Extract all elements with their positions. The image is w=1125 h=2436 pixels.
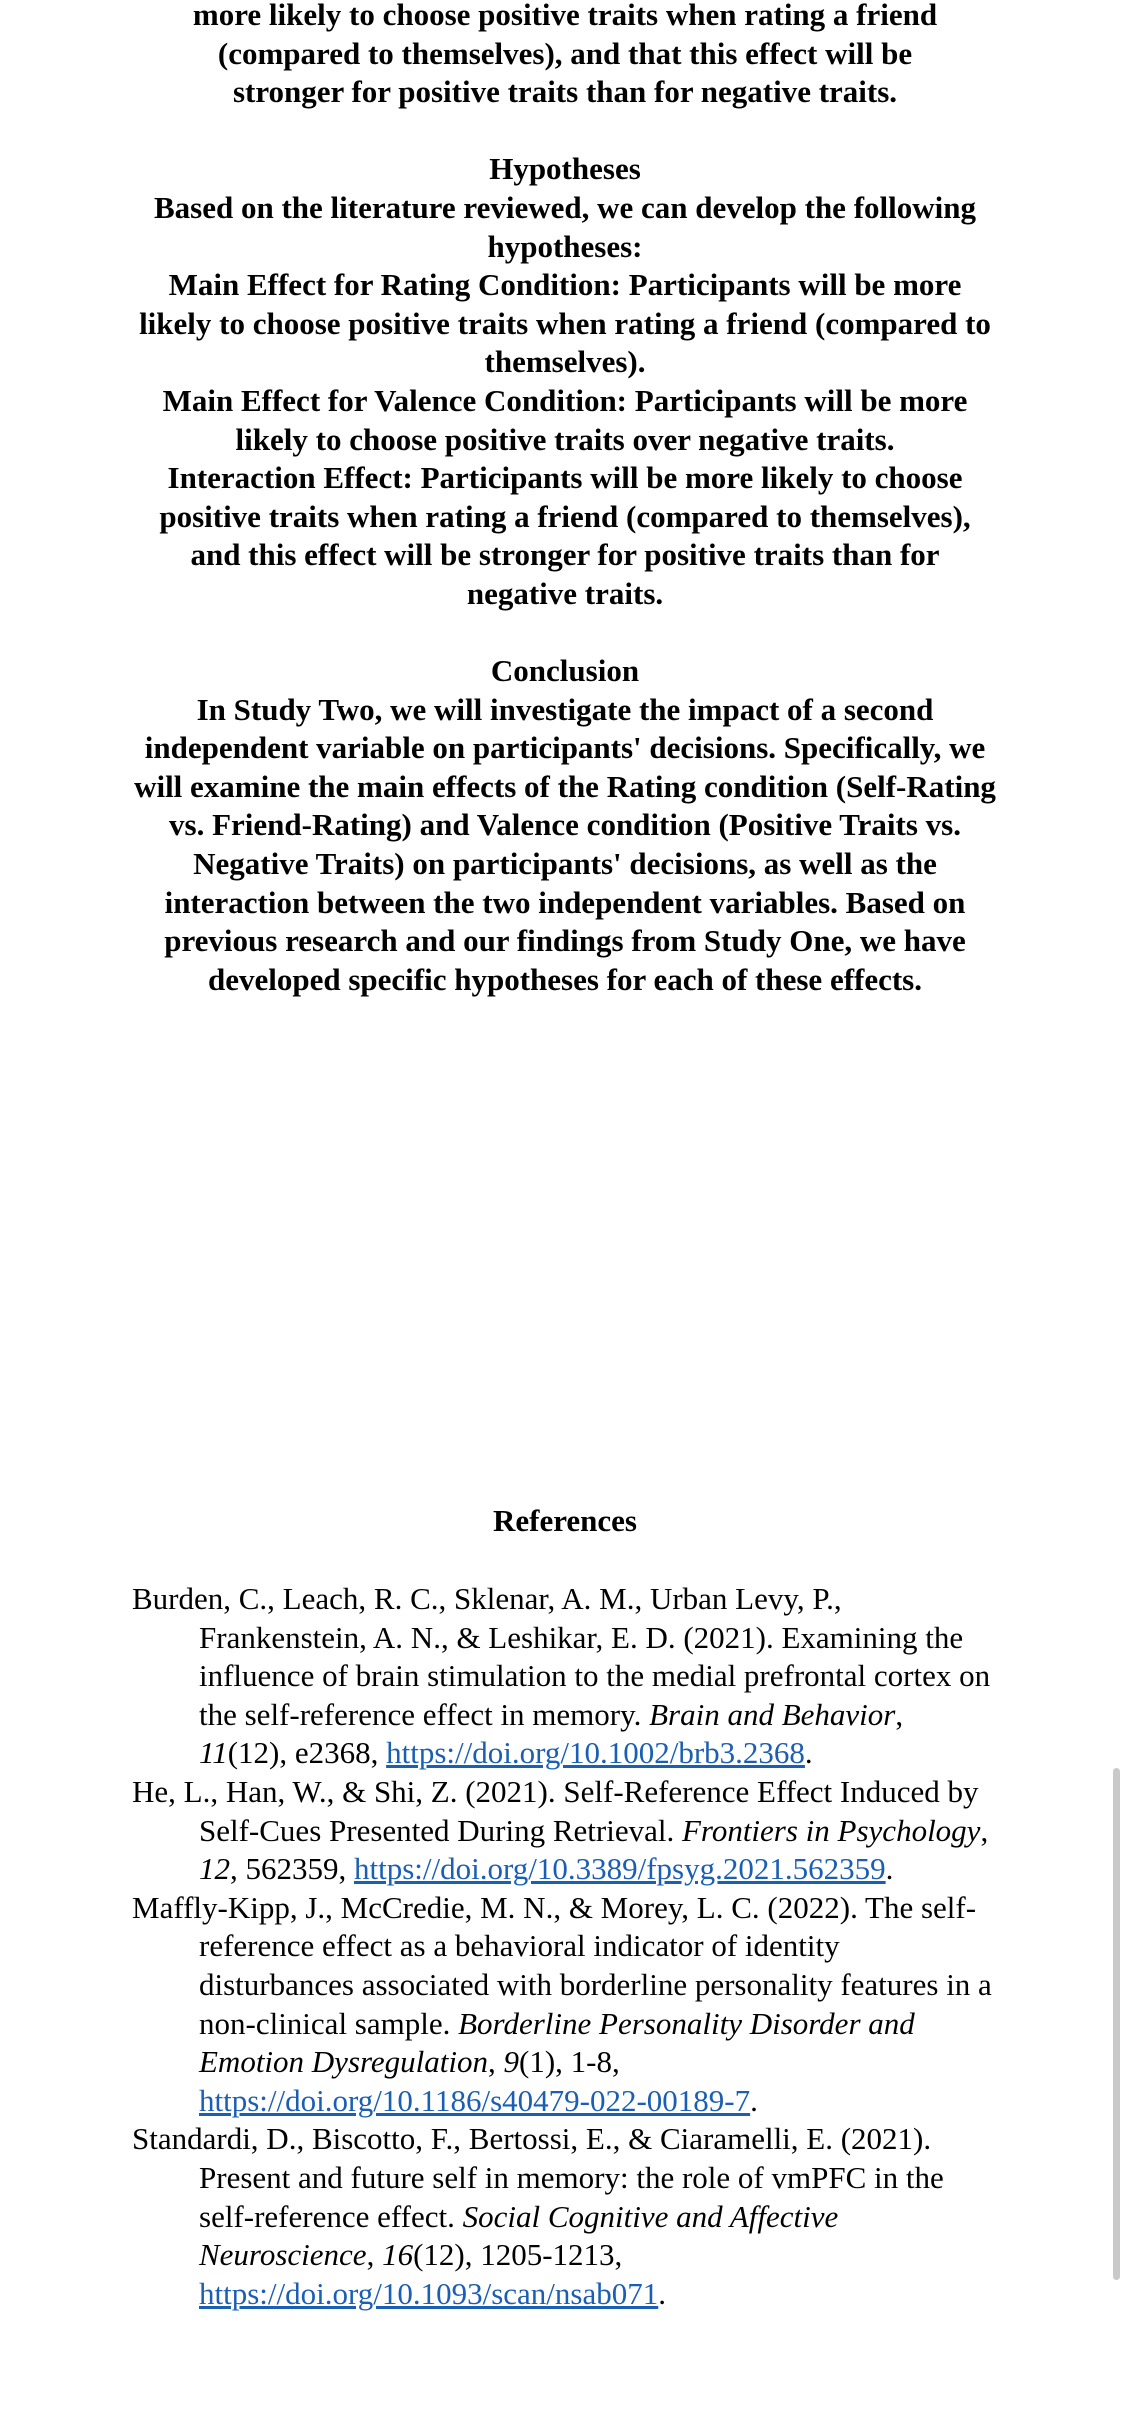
conclusion-heading: Conclusion: [490, 653, 640, 689]
references-list: [132, 1580, 998, 2313]
reference-journal: Borderline Personality Disorder and Emotion Dysregulation: [199, 2005, 915, 2080]
reference-volume: 16: [382, 2237, 414, 2273]
hypothesis-item: Interaction Effect: Participants will be more likely to choose positive traits when rating a friend (compared to themselves), and this effect will be stronger for positive traits than for negative traits.: [159, 460, 971, 611]
reference-volume: 11: [199, 1735, 228, 1771]
reference-doi-link[interactable]: https://doi.org/10.1186/s40479-022-00189-7: [199, 2082, 751, 2118]
intro-paragraph: [132, 0, 998, 112]
references-heading: References: [492, 1503, 637, 1538]
conclusion-body: In Study Two, we will investigate the impact of a second independent variable on participants' decisions. Specifically, we will examine the main effects of the Rating condition (Self-Rating vs. Friend-Rating) and Valence condition (Positive Traits vs. Negative Traits) on participants' decisions, as well as the interaction between the two independent variables. Based on previous research and our findings from Study One, we have developed specific hypotheses for each of these effects.: [134, 691, 996, 997]
conclusion-section: [132, 652, 998, 999]
vertical-scrollbar[interactable]: [1113, 1768, 1120, 2280]
reference-entry: Maffly-Kipp, J., McCredie, M. N., & Morey, L. C. (2022). The self-reference effect as a behavioral indicator of identity disturbances associated with borderline personality features in a non-clinical sample. Borderline Personality Disorder and Emotion Dysregulation, 9(1), 1-8, https://doi.org/10.1186/s40479-022-00189-7.: [132, 1889, 992, 2118]
hypothesis-item: Main Effect for Rating Condition: Participants will be more likely to choose positive traits when rating a friend (compared to themselves).: [139, 267, 991, 380]
intro-line: stronger for positive traits than for negative traits.: [232, 74, 898, 110]
reference-authors: Burden, C., Leach, R. C., Sklenar, A. M., Urban Levy, P., Frankenstein, A. N., & Leshikar, E. D. (2021). Examining the influence of brain stimulation to the medial prefrontal cortex on the self-reference effect in memory.: [132, 1581, 991, 1732]
document-body: [132, 0, 998, 999]
reference-journal: Brain and Behavior: [649, 1696, 896, 1732]
reference-authors: Maffly-Kipp, J., McCredie, M. N., & Morey, L. C. (2022). The self-reference effect as a behavioral indicator of identity disturbances associated with borderline personality features in a non-clinical sample.: [132, 1889, 992, 2041]
intro-line: more likely to choose positive traits when rating a friend: [192, 0, 938, 32]
reference-doi-link[interactable]: https://doi.org/10.3389/fpsyg.2021.562359: [354, 1851, 886, 1887]
reference-doi-link[interactable]: https://doi.org/10.1002/brb3.2368: [386, 1735, 805, 1771]
reference-volume: 9: [503, 2044, 520, 2080]
reference-entry: He, L., Han, W., & Shi, Z. (2021). Self-Reference Effect Induced by Self-Cues Presented During Retrieval. Frontiers in Psychology, 12, 562359, https://doi.org/10.3389/fpsyg.2021.562359.: [132, 1773, 989, 1887]
reference-volume: 12: [199, 1851, 230, 1887]
hypotheses-heading: Hypotheses: [489, 151, 641, 187]
reference-journal: Social Cognitive and Affective Neuroscience: [199, 2198, 839, 2273]
reference-doi-link[interactable]: https://doi.org/10.1093/scan/nsab071: [199, 2275, 659, 2311]
hypotheses-intro: Based on the literature reviewed, we can develop the following hypotheses:: [154, 189, 976, 264]
reference-entry: Burden, C., Leach, R. C., Sklenar, A. M., Urban Levy, P., Frankenstein, A. N., & Leshikar, E. D. (2021). Examining the influence of brain stimulation to the medial prefrontal cortex on the self-reference effect in memory. Brain and Behavior, 11(12), e2368, https://doi.org/10.1002/brb3.2368.: [132, 1581, 991, 1771]
hypothesis-item: Main Effect for Valence Condition: Participants will be more likely to choose positive traits over negative traits.: [162, 382, 968, 457]
hypotheses-section: [132, 150, 998, 613]
reference-authors: Standardi, D., Biscotto, F., Bertossi, E., & Ciaramelli, E. (2021). Present and future self in memory: the role of vmPFC in the self-reference effect.: [132, 2121, 944, 2234]
intro-line: (compared to themselves), and that this effect will be: [217, 35, 913, 71]
reference-entry: Standardi, D., Biscotto, F., Bertossi, E., & Ciaramelli, E. (2021). Present and future self in memory: the role of vmPFC in the self-reference effect. Social Cognitive and Affective Neuroscience, 16(12), 1205-1213, https://doi.org/10.1093/scan/nsab071.: [132, 2121, 944, 2311]
reference-journal: Frontiers in Psychology: [681, 1812, 981, 1848]
reference-authors: He, L., Han, W., & Shi, Z. (2021). Self-Reference Effect Induced by Self-Cues Presented During Retrieval.: [132, 1773, 979, 1848]
